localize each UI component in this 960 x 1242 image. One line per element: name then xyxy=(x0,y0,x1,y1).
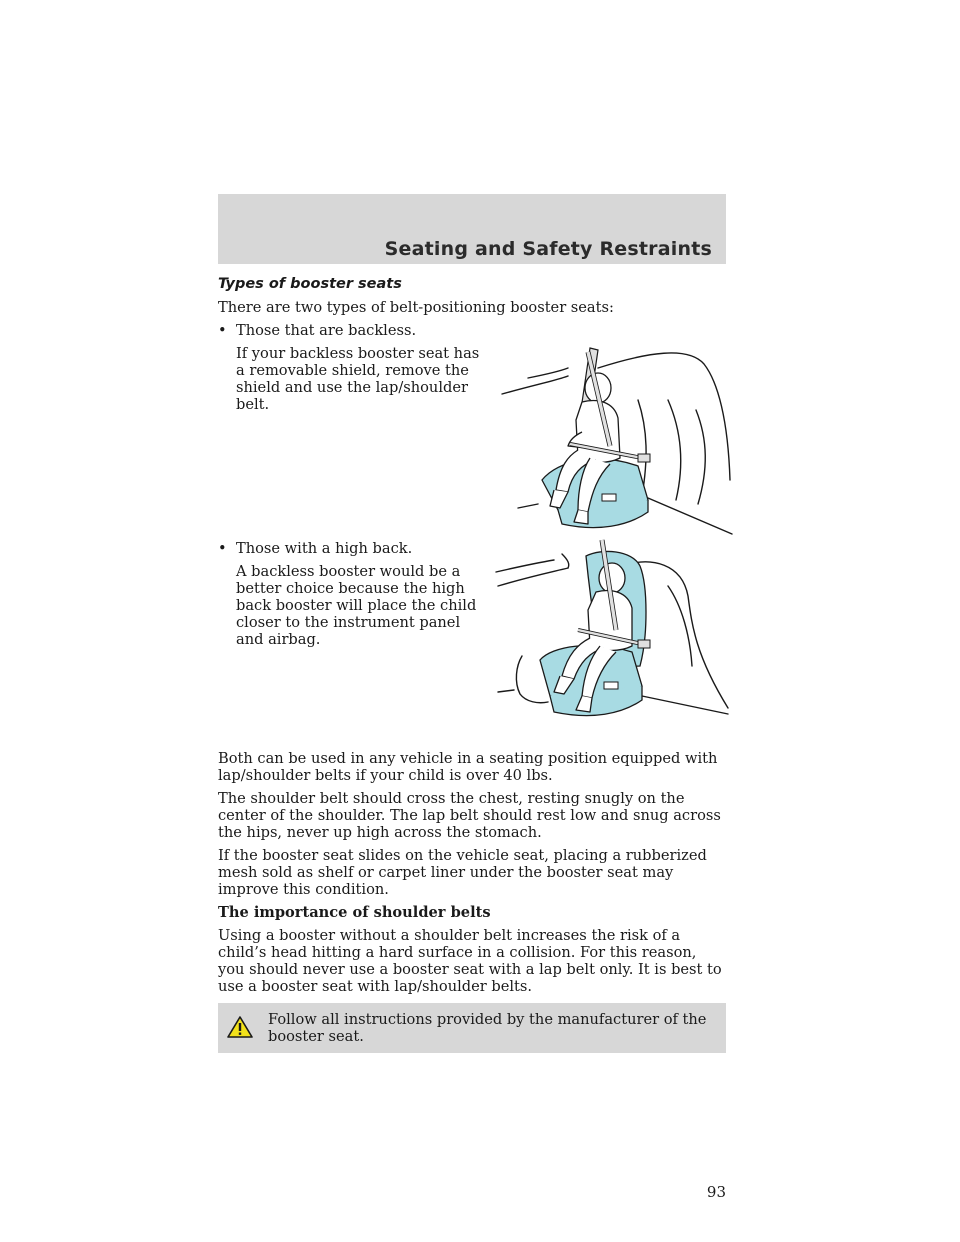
type-backless-block xyxy=(218,322,726,540)
slide-paragraph: If the booster seat slides on the vehicle seat, placing a rubberized mesh sold as shelf or carpet liner under the booster seat may improve this condition. xyxy=(218,847,707,898)
importance-paragraph: Using a booster without a shoulder belt increases the risk of a child’s head hitting a hard surface in a collision. For this reason, you should never use a booster seat with a lap belt only. It is best to use a booster seat with lap/shoulder belts. xyxy=(218,927,722,995)
backless-booster-illustration xyxy=(498,340,734,536)
bullet-highback xyxy=(218,540,480,557)
bullet-highback-text: Those with a high back. xyxy=(236,540,413,557)
heading-types: Types of booster seats xyxy=(218,276,402,292)
bullet-backless xyxy=(218,322,480,339)
intro-paragraph: There are two types of belt-positioning booster seats: xyxy=(218,299,614,316)
bullet-backless-text: Those that are backless. xyxy=(236,322,417,339)
type-highback-block xyxy=(218,540,726,750)
page-content xyxy=(218,276,726,1053)
highback-detail: A backless booster would be a better choice because the high back booster will place the child closer to the instrument panel and airbag. xyxy=(236,563,477,648)
section-title: Seating and Safety Restraints xyxy=(384,238,712,260)
bullet-dot: • xyxy=(218,540,227,557)
header-band xyxy=(218,194,726,264)
heading-importance: The importance of shoulder belts xyxy=(218,904,491,921)
both-paragraph: Both can be used in any vehicle in a seating position equipped with lap/shoulder belts if your child is over 40 lbs. xyxy=(218,750,718,784)
warning-triangle-icon xyxy=(226,1011,264,1045)
page-number: 93 xyxy=(706,1183,726,1201)
warning-box xyxy=(218,1003,726,1053)
highback-booster-illustration xyxy=(492,536,732,736)
backless-detail: If your backless booster seat has a removable shield, remove the shield and use the lap/shoulder belt. xyxy=(236,345,480,413)
bullet-dot: • xyxy=(218,322,227,339)
belt-position-paragraph: The shoulder belt should cross the chest, resting snugly on the center of the shoulder. The lap belt should rest low and snug across the hips, never up high across the stomach. xyxy=(218,790,721,841)
warning-text: Follow all instructions provided by the manufacturer of the booster seat. xyxy=(268,1011,707,1045)
